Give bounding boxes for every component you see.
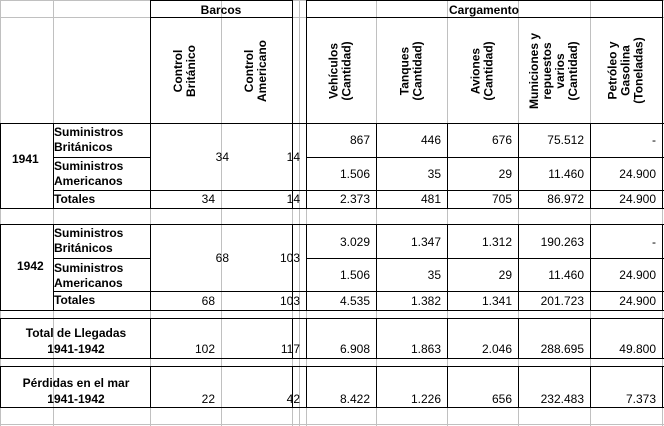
grid-line [0,123,1,209]
cell-perdidas-0: 22 [201,392,215,406]
grid-line [299,0,300,426]
cell-1942-control-britanico: 68 [215,251,229,265]
cell-1941-britanicos-0: 867 [349,133,370,147]
col-header-petroleo: Petróleo y Gasolina (Toneladas) [605,37,646,104]
grid-line [0,208,664,209]
grid-line [662,318,663,359]
cell-1941-britanicos-2: 676 [491,133,512,147]
grid-line [0,358,664,359]
cell-perdidas-5: 232.483 [540,392,584,406]
cell-llegadas-0: 102 [194,342,215,356]
cell-1942-totales-2: 4.535 [339,294,370,308]
grid-line [150,0,292,1]
cell-1942-americanos-3: 11.460 [548,268,584,282]
cell-perdidas-2: 8.422 [339,392,370,406]
cell-1941-totales-2: 2.373 [339,192,370,206]
cell-1941-britanicos-4: - [652,133,656,147]
grid-line [0,310,664,311]
cell-1941-totales-1: 14 [286,192,300,206]
col-header-aviones: Aviones (Cantidad) [468,40,496,101]
cell-1942-totales-5: 201.723 [540,294,584,308]
grid-line [0,318,1,359]
label-1942-totales: Totales [54,293,96,307]
cell-llegadas-4: 2.046 [481,342,512,356]
grid-line [292,0,293,124]
cell-1941-britanicos-1: 446 [420,133,441,147]
cell-1942-totales-1: 103 [279,294,300,308]
grid-line [53,0,54,426]
label-1941-totales: Totales [54,192,96,206]
cell-1942-americanos-1: 35 [427,268,441,282]
cell-1941-americanos-0: 1.506 [339,167,370,181]
grid-line [306,0,662,1]
col-header-control-britanico: Control Británico [171,44,199,97]
cell-llegadas-3: 1.863 [410,342,441,356]
grid-line [53,157,150,158]
col-header-control-americano: Control Americano [242,39,270,102]
cell-perdidas-3: 1.226 [410,392,441,406]
grid-line [0,424,664,425]
cell-llegadas-2: 6.908 [339,342,370,356]
cell-1941-americanos-1: 35 [427,167,441,181]
cell-1942-britanicos-3: 190.263 [540,235,584,249]
label-1941-americanos: Suministros Americanos [54,159,124,188]
col-header-tanques: Tanques (Cantidad) [397,40,425,101]
cell-1942-britanicos-2: 1.312 [481,235,512,249]
cell-perdidas-1: 42 [286,392,300,406]
label-total-llegadas: Total de Llegadas 1941-1942 [25,326,127,356]
header-cargamento: Cargamento [448,3,519,17]
cell-1942-britanicos-0: 3.029 [339,235,370,249]
label-1942-britanicos: Suministros Británicos [54,226,124,255]
cell-perdidas-4: 656 [491,392,512,406]
cell-1941-totales-5: 86.972 [547,192,584,206]
grid-line [0,366,664,367]
cell-1941-americanos-4: 24.900 [619,167,656,181]
cell-1942-americanos-0: 1.506 [339,268,370,282]
cell-1941-americanos-2: 29 [498,167,512,181]
cell-llegadas-5: 288.695 [540,342,584,356]
grid-line [0,318,664,319]
cell-1941-totales-3: 481 [420,192,441,206]
cell-perdidas-6: 7.373 [625,392,656,406]
label-1941-britanicos: Suministros Británicos [54,125,124,154]
grid-line [662,224,663,311]
cell-llegadas-6: 49.800 [619,342,656,356]
cell-1941-britanicos-3: 75.512 [547,133,584,147]
cell-1942-totales-6: 24.900 [619,294,656,308]
cell-1941-totales-6: 24.900 [619,192,656,206]
cell-1942-totales-3: 1.382 [410,294,441,308]
grid-line [0,224,1,311]
label-perdidas: Pérdidas en el mar 1941-1942 [22,376,130,406]
cell-1942-control-americano: 103 [279,251,300,265]
grid-line [0,366,1,408]
grid-line [306,157,664,158]
cell-1941-control-americano: 14 [286,150,300,164]
grid-line [662,366,663,408]
cell-1941-americanos-3: 11.460 [548,167,584,181]
cell-llegadas-1: 117 [280,342,300,356]
cell-1941-control-britanico: 34 [215,150,229,164]
grid-line [306,258,664,259]
header-barcos: Barcos [200,3,242,17]
col-header-municiones: Municiones y repuestos varios (Cantidad) [527,32,581,109]
cell-1942-britanicos-1: 1.347 [410,235,441,249]
cell-1942-totales-0: 68 [201,294,215,308]
grid-line [53,258,150,259]
grid-line [0,407,664,408]
grid-line [662,123,663,209]
year-1942: 1942 [17,259,44,273]
col-header-vehiculos: Vehículos (Cantidad) [326,40,354,101]
cell-1941-totales-0: 34 [201,192,215,206]
year-1941: 1941 [12,152,39,166]
label-1942-americanos: Suministros Americanos [54,261,124,290]
cell-1942-britanicos-4: - [652,235,656,249]
cell-1942-totales-4: 1.341 [481,294,512,308]
cell-1942-americanos-2: 29 [498,268,512,282]
cell-1942-americanos-4: 24.900 [619,268,656,282]
grid-line [662,0,663,124]
cell-1941-totales-4: 705 [491,192,512,206]
grid-line [0,0,1,426]
